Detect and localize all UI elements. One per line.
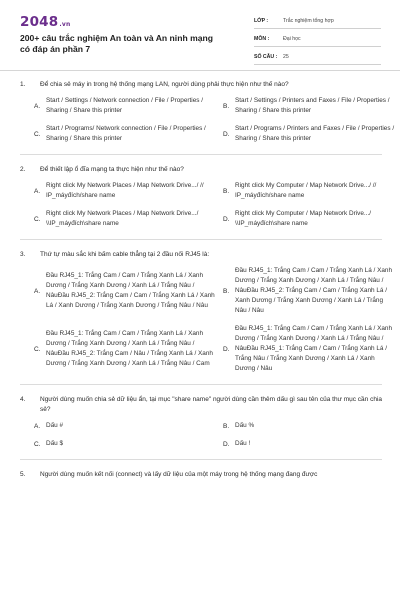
option-letter: A. [34, 422, 41, 430]
option-d[interactable] [223, 439, 395, 449]
option-text: Right click My Computer / Map Network Drive.../ // IP_máyđích/share name [235, 182, 377, 199]
option-letter: B. [223, 287, 230, 295]
logo-tld: .vn [59, 21, 71, 28]
meta-value: Đại học [283, 36, 301, 42]
option-text: Đầu RJ45_1: Trắng Cam / Cam / Trắng Xanh Lá / Xanh Dương / Trắng Xanh Dương / Xanh Lá / Trắng Nâu / NâuĐầu RJ45_1: Trắng Cam / Cam / Trắng Xanh Lá / Trắng Nâu / Trắng Xanh Dương / Xanh Lá / Xanh Dương / Nâu [235, 325, 393, 372]
question-number: 3. [20, 251, 26, 258]
option-a[interactable] [34, 96, 219, 116]
option-c[interactable] [34, 324, 219, 374]
meta-row-class [254, 14, 381, 29]
option-text: Dấu # [46, 422, 64, 429]
option-a[interactable] [34, 421, 219, 431]
question-text: Để thiết lập ổ đĩa mạng ta thực hiện như thế nào? [40, 166, 184, 173]
option-text: Start / Programs/ Network connection / File / Properties / Sharing / Share this printer [46, 125, 206, 142]
meta-value: 25 [283, 54, 289, 60]
question-4 [20, 395, 382, 460]
option-c[interactable] [34, 439, 219, 449]
option-letter: D. [223, 440, 230, 448]
option-letter: C. [34, 345, 41, 353]
answer-options [20, 421, 382, 457]
question-divider [20, 154, 382, 155]
answer-options [20, 96, 395, 152]
meta-label: MÔN : [254, 36, 270, 42]
logo-main: 2048 [20, 14, 59, 30]
option-d[interactable] [223, 324, 395, 374]
question-5 [20, 470, 382, 480]
option-letter: C. [34, 130, 41, 138]
option-b[interactable] [223, 181, 395, 201]
option-letter: A. [34, 187, 41, 195]
option-text: Start / Settings / Printers and Faxes / File / Properties / Sharing / Share this printer [235, 97, 390, 114]
meta-value: Trắc nghiệm tổng hợp [283, 18, 334, 24]
option-text: Right click My Computer / Map Network Drive.../ \\IP_máyđích\share name [235, 210, 372, 227]
question-header [20, 470, 382, 480]
question-number: 2. [20, 166, 26, 173]
option-letter: B. [223, 422, 230, 430]
option-d[interactable] [223, 209, 395, 229]
meta-row-subject [254, 32, 381, 47]
option-c[interactable] [34, 124, 219, 144]
option-text: Right click My Network Places / Map Network Drive.../ // IP_máyđích/share name [46, 182, 204, 199]
question-list [20, 80, 395, 489]
option-text: Đầu RJ45_1: Trắng Cam / Cam / Trắng Xanh Lá / Xanh Dương / Trắng Xanh Dương / Xanh Lá / Trắng Nâu / NâuĐầu RJ45_2: Trắng Cam / Nâu / Trắng Xanh Lá / Xanh Dương / Trắng Xanh Dương / Xanh Lá / Trắng Nâu / Cam [46, 330, 213, 367]
answer-options [20, 266, 393, 382]
option-letter: A. [34, 287, 41, 295]
question-1 [20, 80, 395, 155]
option-a[interactable] [34, 181, 219, 201]
question-text: Người dùng muốn kết nối (connect) và lấy dữ liệu của một máy trong hệ thống mạng đang được [40, 471, 318, 478]
question-3 [20, 250, 393, 385]
option-b[interactable] [223, 266, 395, 316]
question-divider [20, 459, 382, 460]
header-divider [0, 70, 400, 71]
meta-label: LỚP : [254, 18, 269, 24]
option-text: Đầu RJ45_1: Trắng Cam / Cam / Trắng Xanh Lá / Xanh Dương / Trắng Xanh Dương / Xanh Lá / Trắng Nâu / NâuĐầu RJ45_2: Trắng Cam / Cam / Trắng Xanh Lá / Xanh Lá / Xanh Dương / Trắng Xanh Dương / Trắng Nâu / Nâu [46, 272, 215, 309]
question-number: 5. [20, 471, 26, 478]
question-number: 1. [20, 81, 26, 88]
question-text: Để chia sẻ máy in trong hệ thống mạng LAN, người dùng phải thực hiện như thế nào? [40, 81, 289, 88]
option-b[interactable] [223, 96, 395, 116]
option-text: Right click My Network Places / Map Network Drive.../ \\IP_máyđích\share name [46, 210, 199, 227]
page-header [0, 0, 400, 66]
option-letter: A. [34, 102, 41, 110]
question-number: 4. [20, 396, 26, 403]
meta-row-count [254, 50, 381, 65]
option-text: Dấu ! [235, 440, 251, 447]
question-divider [20, 384, 382, 385]
question-2 [20, 165, 382, 240]
option-letter: C. [34, 215, 41, 223]
answer-options [20, 181, 382, 237]
site-logo[interactable] [20, 14, 70, 30]
option-c[interactable] [34, 209, 219, 229]
question-header [20, 250, 382, 260]
question-header [20, 395, 382, 415]
document-title: 200+ câu trắc nghiệm An toàn và An ninh mạng có đáp án phần 7 [20, 33, 214, 54]
option-letter: D. [223, 130, 230, 138]
option-b[interactable] [223, 421, 395, 431]
option-letter: D. [223, 345, 230, 353]
question-header [20, 165, 382, 175]
document-meta [254, 14, 381, 68]
option-text: Start / Programs / Printers and Faxes / File / Properties / Sharing / Share this printer [235, 125, 395, 142]
question-header [20, 80, 382, 90]
meta-label: SỐ CÂU : [254, 54, 278, 60]
option-d[interactable] [223, 124, 395, 144]
option-a[interactable] [34, 266, 219, 316]
option-text: Dấu % [235, 422, 255, 429]
option-letter: B. [223, 187, 230, 195]
option-text: Start / Settings / Network connection / File / Properties / Sharing / Share this printer [46, 97, 203, 114]
option-text: Dấu $ [46, 440, 64, 447]
option-text: Đầu RJ45_1: Trắng Cam / Cam / Trắng Xanh Lá / Xanh Dương / Trắng Xanh Dương / Xanh Lá / Trắng Nâu / NâuĐầu RJ45_2: Trắng Cam / Cam / Trắng Xanh Lá / Xanh Dương / Trắng Xanh Dương / Xanh Lá / Trắng Nâu / Nâu [235, 267, 393, 314]
option-letter: B. [223, 102, 230, 110]
question-divider [20, 239, 382, 240]
question-text: Người dùng muốn chia sẻ dữ liệu ẩn, tại mục "share name" người dùng cần thêm dấu gì sau tên của thư mục cần chia sẻ? [40, 396, 383, 413]
question-text: Thứ tự màu sắc khi bấm cable thẳng tại 2 đầu nối RJ45 là: [40, 251, 210, 258]
option-letter: C. [34, 440, 41, 448]
option-letter: D. [223, 215, 230, 223]
